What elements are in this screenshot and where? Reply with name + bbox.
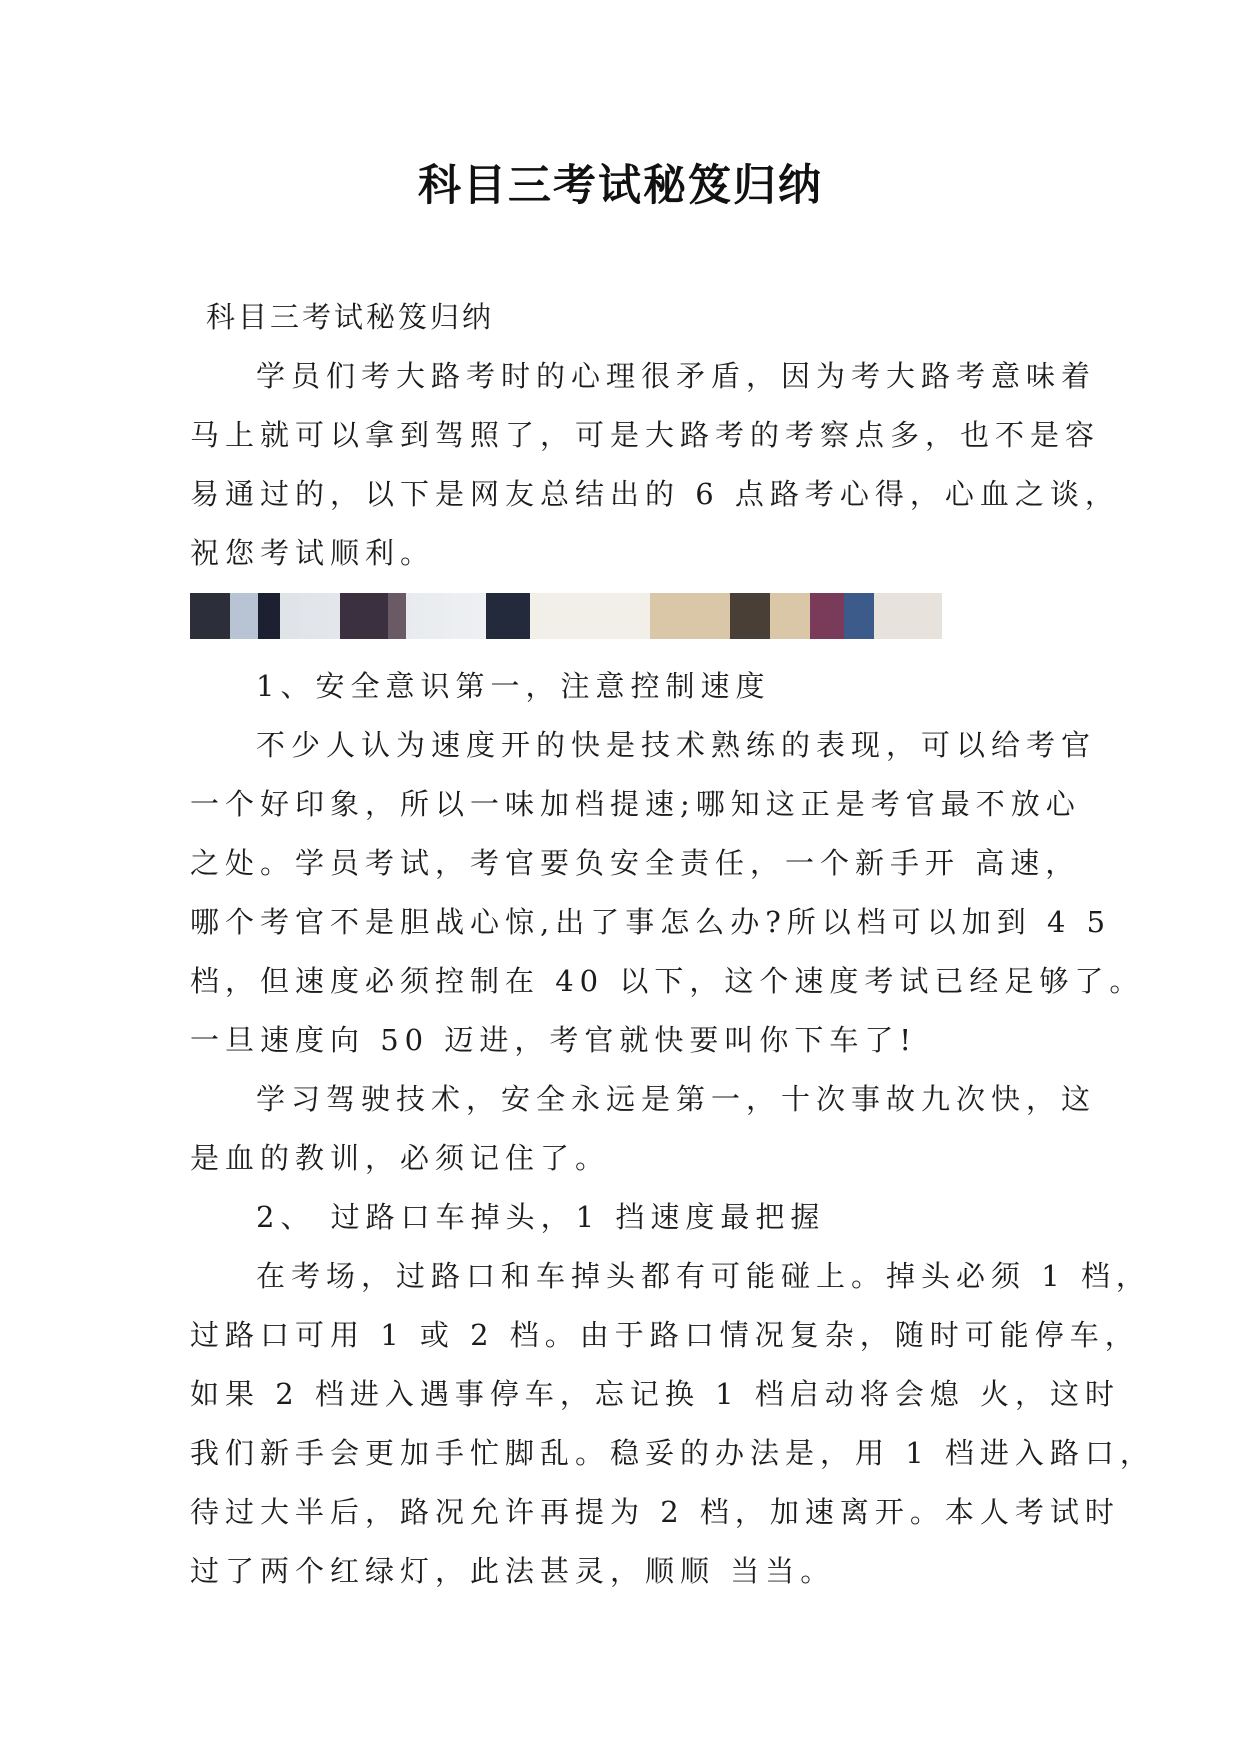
section1-paragraph-2: [190, 1070, 1097, 1188]
document-body: [190, 288, 1155, 1601]
paragraph-line: 档，但速度必须控制在 40 以下，这个速度考试已经足够了。: [190, 964, 1145, 998]
paragraph-line: 待过大半后，路况允许再提为 2 档，加速离开。本人考试时: [190, 1495, 1120, 1529]
paragraph-line: 之处。学员考试，考官要负安全责任，一个新手开 高速，: [190, 846, 1081, 880]
paragraph-line: 过路口可用 1 或 2 档。由于路口情况复杂，随时可能停车，: [190, 1318, 1140, 1352]
section2-paragraph-1: [190, 1247, 1155, 1601]
section1-paragraph-1: [190, 716, 1145, 1070]
cropped-photo-image: [190, 593, 942, 639]
paragraph-line: 过了两个红绿灯，此法甚灵，顺顺 当当。: [190, 1554, 836, 1588]
section-heading-1: 1、安全意识第一，注意控制速度: [256, 669, 771, 703]
document-title: 科目三考试秘笈归纳: [418, 161, 823, 211]
paragraph-line: 是血的教训，必须记住了。: [190, 1141, 611, 1175]
paragraph-line: 祝您考试顺利。: [190, 536, 436, 570]
document-subtitle: 科目三考试秘笈归纳: [206, 300, 495, 334]
paragraph-line: 不少人认为速度开的快是技术熟练的表现，可以给考官: [256, 728, 1097, 762]
section-heading-2: 2、 过路口车掉头，1 挡速度最把握: [256, 1200, 826, 1234]
paragraph-line: 如果 2 档进入遇事停车，忘记换 1 档启动将会熄 火，这时: [190, 1377, 1120, 1411]
paragraph-line: 哪个考官不是胆战心惊,出了事怎么办?所以档可以加到 4 5: [190, 905, 1112, 939]
paragraph-line: 在考场，过路口和车掉头都有可能碰上。掉头必须 1 档，: [256, 1259, 1151, 1293]
paragraph-line: 易通过的，以下是网友总结出的 6 点路考心得，心血之谈，: [190, 477, 1120, 511]
paragraph-line: 一旦速度向 50 迈进，考官就快要叫你下车了!: [190, 1023, 917, 1057]
paragraph-line: 马上就可以拿到驾照了，可是大路考的考察点多，也不是容: [190, 418, 1101, 452]
paragraph-line: 我们新手会更加手忙脚乱。稳妥的办法是，用 1 档进入路口，: [190, 1436, 1155, 1470]
intro-paragraph: [190, 347, 1120, 583]
paragraph-line: 学员们考大路考时的心理很矛盾，因为考大路考意味着: [256, 359, 1097, 393]
paragraph-line: 一个好印象，所以一味加档提速;哪知这正是考官最不放心: [190, 787, 1081, 821]
paragraph-line: 学习驾驶技术，安全永远是第一，十次事故九次快，这: [256, 1082, 1097, 1116]
